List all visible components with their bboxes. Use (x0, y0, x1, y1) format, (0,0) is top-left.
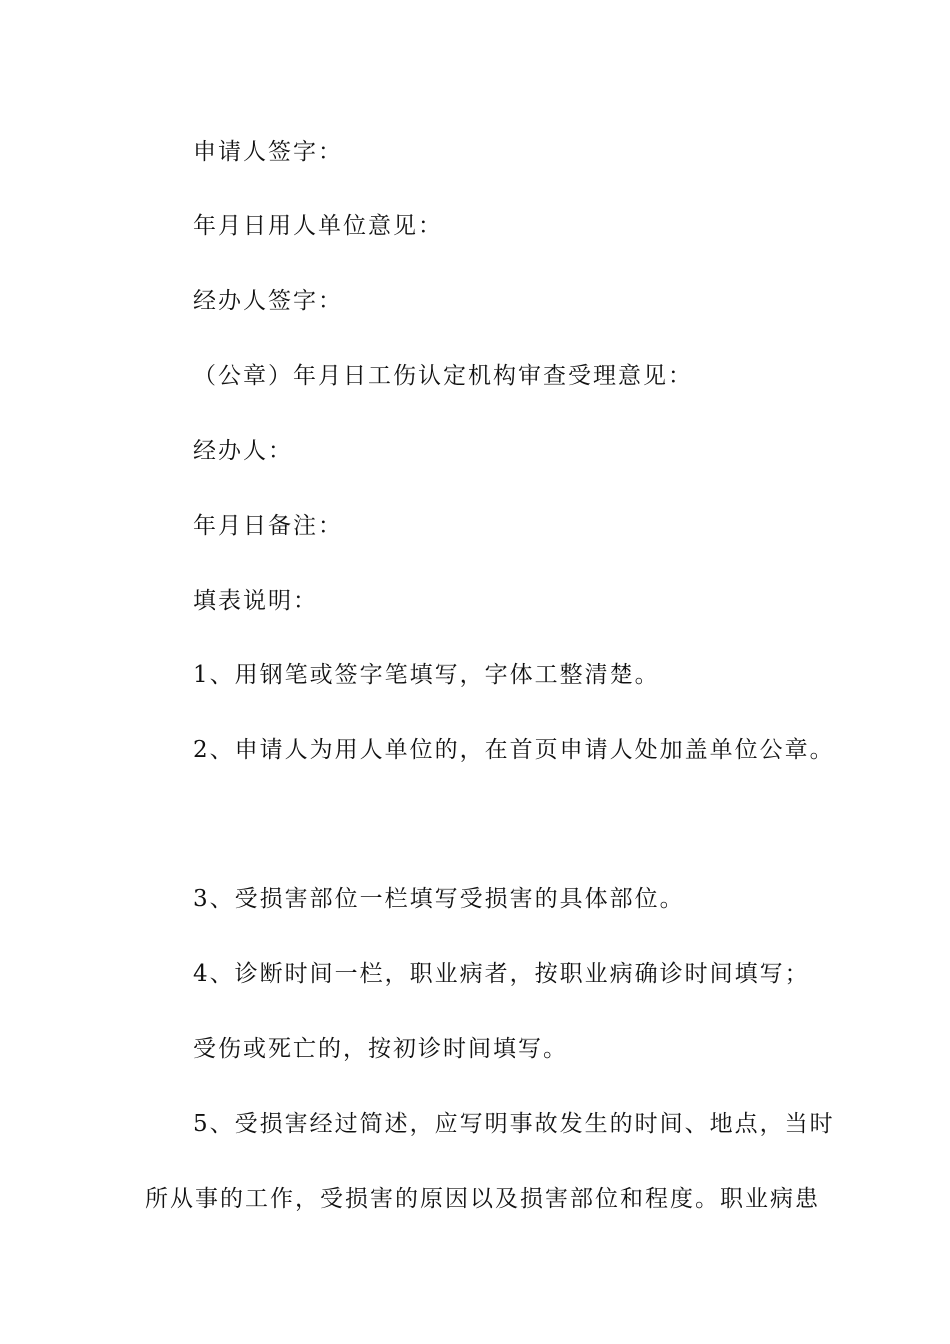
employer-opinion-line: 年月日用人单位意见： (193, 213, 443, 239)
instruction-item-1: 1、用钢笔或签字笔填写，字体工整清楚。 (193, 662, 660, 688)
review-opinion-line: （公章）年月日工伤认定机构审查受理意见： (193, 363, 693, 389)
instruction-item-4-continued: 受伤或死亡的，按初诊时间填写。 (193, 1036, 568, 1062)
remarks-line: 年月日备注： (193, 513, 343, 539)
instruction-item-2: 2、申请人为用人单位的，在首页申请人处加盖单位公章。 (193, 737, 835, 763)
handler-signature-line: 经办人签字： (193, 288, 343, 314)
instruction-item-3: 3、受损害部位一栏填写受损害的具体部位。 (193, 886, 685, 912)
applicant-signature-line: 申请人签字： (193, 139, 343, 165)
handler-line: 经办人： (193, 438, 293, 464)
instruction-item-5-continued: 所从事的工作，受损害的原因以及损害部位和程度。职业病患 (145, 1186, 820, 1212)
instruction-item-4: 4、诊断时间一栏，职业病者，按职业病确诊时间填写； (193, 961, 810, 987)
instruction-item-5: 5、受损害经过简述，应写明事故发生的时间、地点，当时 (193, 1111, 835, 1137)
instructions-heading: 填表说明： (193, 588, 318, 614)
